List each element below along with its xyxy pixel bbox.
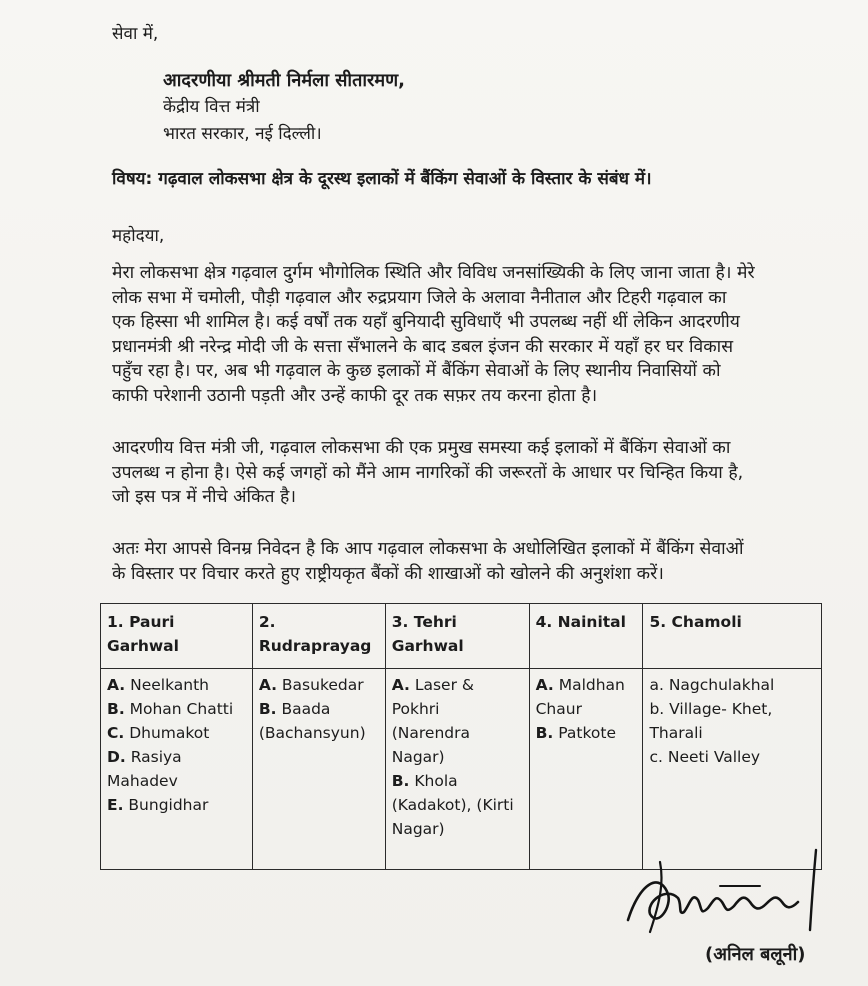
area-name: Patkote [553,724,616,742]
paragraph-line: अतः मेरा आपसे विनम्र निवेदन है कि आप गढ़वाल लोकसभा के अधोलिखित इलाकों में बैंकिंग सेवाओं [112,539,744,559]
area-name: a. Nagchulakhal [649,676,775,694]
area-entry [392,721,523,745]
header-chamoli: 5. Chamoli [643,604,822,669]
paragraph-1 [112,261,755,408]
area-entry [107,721,246,745]
area-entry [649,721,815,745]
paragraph-3 [112,537,744,586]
signature-icon [620,842,840,942]
area-entry [536,697,637,721]
area-entry [649,673,815,697]
paragraph-line: काफी परेशानी उठानी पड़ती और उन्हें काफी दूर तक सफ़र तय करना होता है। [112,385,598,406]
area-entry [536,673,637,697]
header-nainital: 4. Nainital [529,604,643,669]
area-marker: A. [535,676,554,694]
paragraph-line: एक हिस्सा भी शामिल है। कई वर्षों तक यहाँ बुनियादी सुविधाएँ भी उपलब्ध नहीं थीं लेकिन आदरणीय [112,312,740,332]
area-name: Khola [409,772,458,790]
area-name: Nagar) [391,820,445,838]
area-marker: A. [391,676,410,694]
area-entry [392,769,523,793]
paragraph-line: जो इस पत्र में नीचे अंकित है। [112,487,296,507]
area-name: Rasiya [125,748,182,766]
recipient-office: भारत सरकार, नई दिल्ली। [163,124,322,144]
cell-tehri-garhwal [385,669,529,870]
area-name: (Kadakot), (Kirti [391,796,514,814]
cell-nainital [529,669,643,870]
area-entry [392,745,523,769]
area-entry [392,697,523,721]
paragraph-line: उपलब्ध न होना है। ऐसे कई जगहों को मैंने आम नागरिकों की जरूरतों के आधार पर चिन्हित किया है, [112,462,744,483]
paragraph-2 [112,436,743,510]
table-row [101,669,822,870]
area-marker: A. [258,676,277,694]
paragraph-line: मेरा लोकसभा क्षेत्र गढ़वाल दुर्गम भौगोलिक स्थिति और विविध जनसांख्यिकी के लिए जाना जाता है। मेरे [112,263,755,283]
area-entry [259,697,379,721]
area-name: Dhumakot [124,724,210,742]
greeting: महोदया, [112,226,165,246]
paragraph-line: आदरणीय वित्त मंत्री जी, गढ़वाल लोकसभा की एक प्रमुख समस्या कई इलाकों में बैंकिंग सेवाओं का [112,438,731,458]
cell-rudraprayag [252,669,385,870]
area-name: (Narendra [391,724,470,742]
area-entry [649,745,815,769]
area-entry [107,793,246,817]
signer-name: (अनिल बलूनी) [705,944,806,965]
area-entry [259,673,379,697]
area-entry [259,721,379,745]
area-entry [392,673,523,697]
area-marker: B. [258,700,277,718]
area-name: Nagar) [391,748,445,766]
salutation-to: सेवा में, [112,24,159,44]
area-name: Baada [276,700,331,718]
area-marker: C. [107,724,125,742]
area-entry [392,817,523,841]
area-marker: E. [107,796,124,814]
paragraph-line: प्रधानमंत्री श्री नरेन्द्र मोदी जी के सत्ता सँभालने के बाद डबल इंजन की सरकार में यहाँ हर घर विकास [112,336,734,357]
area-entry [392,793,523,817]
area-entry [649,697,815,721]
area-entry [107,769,246,793]
header-pauri-garhwal: 1. Pauri Garhwal [101,604,253,669]
area-name: Tharali [649,724,703,742]
area-name: (Bachansyun) [258,724,366,742]
header-rudraprayag: 2. Rudraprayag [252,604,385,669]
area-entry [536,721,637,745]
area-name: Mohan Chatti [124,700,234,718]
area-name: c. Neeti Valley [649,748,761,766]
paragraph-line: पहुँच रहा है। पर, अब भी गढ़वाल के कुछ इलाकों में बैंकिंग सेवाओं के लिए स्थानीय निवासियों को [112,361,721,381]
area-entry [107,673,246,697]
recipient-name: आदरणीया श्रीमती निर्मला सीतारमण, [163,70,405,91]
area-name: Bungidhar [123,796,209,814]
cell-pauri-garhwal [101,669,253,870]
area-marker: B. [535,724,554,742]
paragraph-line: लोक सभा में चमोली, पौड़ी गढ़वाल और रुद्रप्रयाग जिले के अलावा नैनीताल और टिहरी गढ़वाल का [112,287,727,308]
recipient-designation: केंद्रीय वित्त मंत्री [163,97,260,117]
area-name: b. Village- Khet, [649,700,773,718]
area-name: Mahadev [107,772,178,790]
cell-chamoli [643,669,822,870]
area-name: Basukedar [277,676,364,694]
area-entry [107,697,246,721]
table-header-row [101,604,822,669]
subject-line: विषय: गढ़वाल लोकसभा क्षेत्र के दूरस्थ इलाकों में बैंकिंग सेवाओं के विस्तार के संबंध में। [112,169,652,189]
area-name: Pokhri [391,700,440,718]
area-name: Neelkanth [125,676,209,694]
paragraph-line: के विस्तार पर विचार करते हुए राष्ट्रीयकृत बैंकों की शाखाओं को खोलने की अनुशंशा करें। [112,563,664,584]
area-marker: D. [107,748,126,766]
area-marker: B. [107,700,125,718]
areas-table [100,603,822,870]
area-marker: A. [107,676,126,694]
area-name: Maldhan [553,676,625,694]
area-entry [107,745,246,769]
area-name: Laser & [409,676,474,694]
area-marker: B. [391,772,410,790]
area-name: Chaur [535,700,582,718]
header-tehri-garhwal: 3. Tehri Garhwal [385,604,529,669]
